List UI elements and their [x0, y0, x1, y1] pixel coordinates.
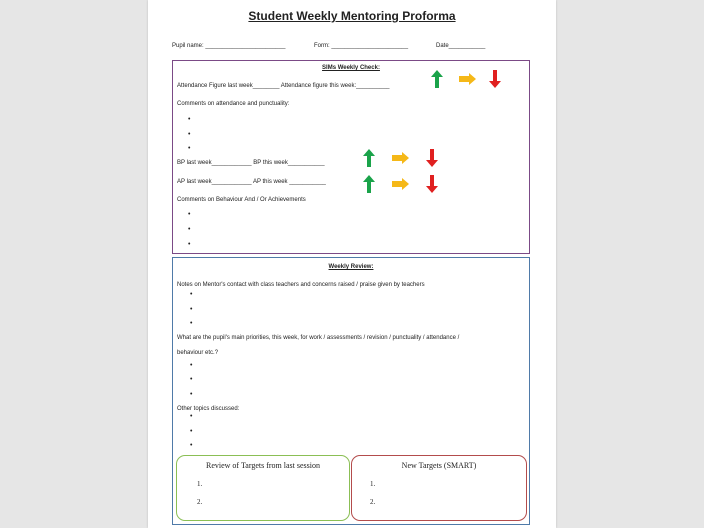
bullet-point: •	[190, 428, 193, 435]
bullet-point: •	[188, 145, 191, 152]
priorities-label-continued: behaviour etc.?	[177, 350, 219, 356]
review-target-item-2: 2.	[197, 498, 203, 506]
other-topics-label: Other topics discussed:	[177, 406, 240, 412]
bullet-point: •	[190, 306, 193, 313]
red-down-arrow-icon	[489, 70, 501, 88]
bullet-point: •	[188, 116, 191, 123]
bullet-point: •	[190, 391, 193, 398]
bullet-point: •	[190, 442, 193, 449]
form-field: Form: _______________________	[314, 43, 409, 49]
weekly-review-heading: Weekly Review:	[328, 264, 374, 270]
red-down-arrow-icon	[426, 149, 438, 167]
amber-right-arrow-icon	[392, 178, 409, 190]
behaviour-comments-label: Comments on Behaviour And / Or Achievements	[177, 197, 306, 203]
ap-figures: AP last week____________ AP this week ___________	[177, 179, 326, 185]
green-up-arrow-icon	[363, 149, 375, 167]
new-targets-box	[351, 455, 527, 521]
bullet-point: •	[190, 413, 193, 420]
review-targets-box	[176, 455, 350, 521]
sims-weekly-check-section	[172, 60, 530, 254]
new-target-item-1: 1.	[370, 480, 376, 488]
bullet-point: •	[190, 320, 193, 327]
review-target-item-1: 1.	[197, 480, 203, 488]
bullet-point: •	[188, 211, 191, 218]
bp-figures: BP last week____________ BP this week___________	[177, 160, 325, 166]
bullet-point: •	[188, 131, 191, 138]
bullet-point: •	[188, 226, 191, 233]
new-targets-title: New Targets (SMART)	[401, 461, 477, 470]
review-targets-title: Review of Targets from last session	[205, 461, 320, 470]
amber-right-arrow-icon	[392, 152, 409, 164]
amber-right-arrow-icon	[459, 73, 476, 85]
mentor-notes-label: Notes on Mentor's contact with class teachers and concerns raised / praise given by teachers	[177, 282, 425, 288]
pupil-name-field: Pupil name: ________________________	[172, 43, 286, 49]
new-target-item-2: 2.	[370, 498, 376, 506]
green-up-arrow-icon	[363, 175, 375, 193]
attendance-comments-label: Comments on attendance and punctuality:	[177, 101, 290, 107]
document-page	[148, 0, 556, 528]
red-down-arrow-icon	[426, 175, 438, 193]
bullet-point: •	[190, 362, 193, 369]
document-title: Student Weekly Mentoring Proforma	[248, 9, 456, 23]
attendance-figures: Attendance Figure last week________ Attendance figure this week:__________	[177, 83, 390, 89]
bullet-point: •	[188, 241, 191, 248]
bullet-point: •	[190, 291, 193, 298]
date-field: Date___________	[436, 43, 486, 49]
green-up-arrow-icon	[431, 70, 443, 88]
priorities-label: What are the pupil's main priorities, this week, for work / assessments / revision / punctuality / attendance /	[177, 335, 460, 341]
sims-heading: SIMs Weekly Check:	[322, 65, 380, 71]
bullet-point: •	[190, 376, 193, 383]
